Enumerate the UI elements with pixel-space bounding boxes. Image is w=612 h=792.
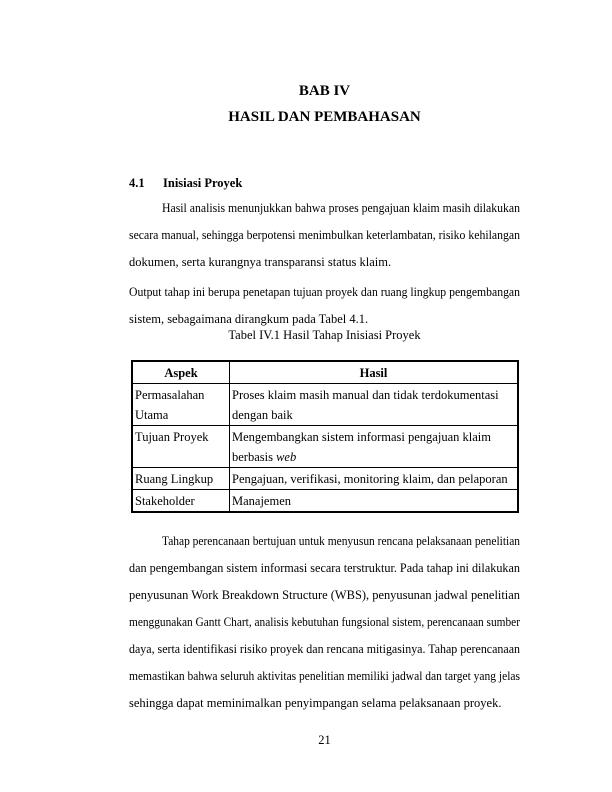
paragraph-line: penyusunan Work Breakdown Structure (WBS), penyusunan jadwal penelitian bbox=[129, 588, 520, 602]
cell-line: dengan baik bbox=[232, 408, 293, 422]
paragraph-line: dan pengembangan sistem informasi secara terstruktur. Pada tahap ini dilakukan bbox=[129, 561, 520, 575]
section-heading bbox=[129, 176, 520, 190]
column-header-hasil: Hasil bbox=[230, 361, 519, 384]
results-table-wrapper bbox=[131, 360, 522, 513]
cell-line: Pengajuan, verifikasi, monitoring klaim, dan pelaporan bbox=[232, 472, 508, 486]
paragraph-line: Tahap perencanaan bertujuan untuk menyusun rencana pelaksanaan penelitian bbox=[162, 534, 520, 548]
paragraph-line: menggunakan Gantt Chart, analisis kebutuhan fungsional sistem, perencanaan sumber bbox=[129, 615, 520, 629]
results-table bbox=[131, 360, 519, 513]
paragraph-line: Output tahap ini berupa penetapan tujuan proyek dan ruang lingkup pengembangan bbox=[129, 285, 520, 299]
paragraph-3 bbox=[129, 528, 520, 717]
paragraph-2 bbox=[129, 279, 520, 333]
cell-line: Ruang Lingkup bbox=[135, 472, 214, 486]
page-number: 21 bbox=[318, 733, 331, 747]
cell-line: Manajemen bbox=[232, 494, 292, 508]
paragraph-line: secara manual, sehingga berpotensi menimbulkan keterlambatan, risiko kehilangan bbox=[129, 228, 520, 242]
cell-aspect bbox=[132, 490, 230, 513]
page-content bbox=[129, 0, 520, 792]
paragraph-line: Hasil analisis menunjukkan bahwa proses pengajuan klaim masih dilakukan bbox=[162, 201, 520, 215]
table-caption: Tabel IV.1 Hasil Tahap Inisiasi Proyek bbox=[228, 328, 421, 342]
column-header-aspek: Aspek bbox=[132, 361, 230, 384]
cell-line: berbasis web bbox=[232, 450, 297, 464]
paragraph-line: daya, serta identifikasi risiko proyek dan rencana mitigasinya. Tahap perencanaan bbox=[129, 642, 520, 656]
cell-line: Tujuan Proyek bbox=[135, 430, 209, 444]
table-row bbox=[132, 384, 518, 426]
cell-line: Utama bbox=[135, 408, 169, 422]
section-title: Inisiasi Proyek bbox=[163, 176, 243, 190]
table-row bbox=[132, 468, 518, 490]
chapter-number-heading: BAB IV bbox=[298, 83, 351, 99]
cell-aspect bbox=[132, 384, 230, 426]
chapter-title-heading: HASIL DAN PEMBAHASAN bbox=[228, 109, 421, 125]
table-row bbox=[132, 490, 518, 513]
cell-result bbox=[230, 468, 519, 490]
table-header-row bbox=[132, 361, 518, 384]
cell-aspect bbox=[132, 468, 230, 490]
cell-line: Permasalahan bbox=[135, 388, 205, 402]
cell-line: Stakeholder bbox=[135, 494, 195, 508]
cell-aspect bbox=[132, 426, 230, 468]
italic-term: web bbox=[276, 450, 297, 464]
paragraph-line: memastikan bahwa seluruh aktivitas penelitian memiliki jadwal dan target yang jelas bbox=[129, 669, 520, 683]
paragraph-line: dokumen, serta kurangnya transparansi status klaim. bbox=[129, 255, 392, 269]
section-number: 4.1 bbox=[129, 176, 145, 190]
cell-result bbox=[230, 384, 519, 426]
paragraph-line: sistem, sebagaimana dirangkum pada Tabel 4.1. bbox=[129, 312, 369, 326]
paragraph-1 bbox=[129, 195, 520, 276]
paragraph-line: sehingga dapat meminimalkan penyimpangan selama pelaksanaan proyek. bbox=[129, 696, 502, 710]
cell-result bbox=[230, 426, 519, 468]
table-row bbox=[132, 426, 518, 468]
cell-line: Mengembangkan sistem informasi pengajuan klaim bbox=[232, 430, 491, 444]
cell-line: Proses klaim masih manual dan tidak terdokumentasi bbox=[232, 388, 499, 402]
cell-result bbox=[230, 490, 519, 513]
